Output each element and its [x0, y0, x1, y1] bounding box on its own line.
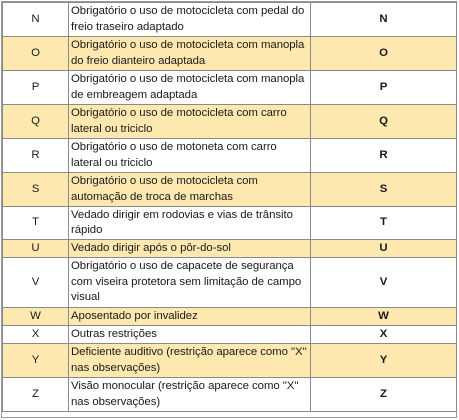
table-row [3, 344, 457, 378]
restriction-code: R [3, 139, 69, 173]
restriction-description: Obrigatório o uso de motocicleta com manopla de embreagem adaptada [69, 71, 311, 105]
table-row [3, 105, 457, 139]
table-row [3, 378, 457, 412]
table-row [3, 71, 457, 105]
restriction-description: Obrigatório o uso de motocicleta com automação de troca de marchas [69, 173, 311, 207]
restriction-abbreviation: Z [311, 378, 457, 412]
restriction-code: U [3, 240, 69, 258]
table-row [3, 308, 457, 326]
table-row [3, 173, 457, 207]
table-row [3, 37, 457, 71]
restriction-code: V [3, 258, 69, 308]
table-row [3, 3, 457, 37]
restriction-abbreviation: O [311, 37, 457, 71]
restriction-code: W [3, 308, 69, 326]
restriction-code: X [3, 326, 69, 344]
restriction-description: Visão monocular (restrição aparece como "X" nas observações) [69, 378, 311, 412]
restriction-abbreviation: P [311, 71, 457, 105]
restriction-abbreviation: S [311, 173, 457, 207]
table-row [3, 207, 457, 240]
restriction-code: Z [3, 378, 69, 412]
restriction-code: Y [3, 344, 69, 378]
restriction-description: Obrigatório o uso de motocicleta com manopla do freio dianteiro adaptada [69, 37, 311, 71]
restriction-abbreviation: V [311, 258, 457, 308]
table-row [3, 139, 457, 173]
restriction-abbreviation: X [311, 326, 457, 344]
table-row [3, 240, 457, 258]
restriction-description: Obrigatório o uso de motocicleta com carro lateral ou triciclo [69, 105, 311, 139]
table-row [3, 326, 457, 344]
restriction-code: Q [3, 105, 69, 139]
restriction-abbreviation: T [311, 207, 457, 240]
restriction-code: N [3, 3, 69, 37]
restriction-abbreviation: Y [311, 344, 457, 378]
restriction-description: Deficiente auditivo (restrição aparece como "X" nas observações) [69, 344, 311, 378]
restriction-abbreviation: N [311, 3, 457, 37]
restriction-description: Vedado dirigir após o pôr-do-sol [69, 240, 311, 258]
restriction-description: Obrigatório o uso de capacete de segurança com viseira protetora sem limitação de campo visual [69, 258, 311, 308]
table-row [3, 258, 457, 308]
restriction-abbreviation: U [311, 240, 457, 258]
restriction-code: S [3, 173, 69, 207]
restriction-code: P [3, 71, 69, 105]
restriction-code: O [3, 37, 69, 71]
restriction-abbreviation: W [311, 308, 457, 326]
restriction-description: Obrigatório o uso de motocicleta com pedal do freio traseiro adaptado [69, 3, 311, 37]
restriction-abbreviation: Q [311, 105, 457, 139]
restrictions-table-frame [1, 1, 457, 418]
restriction-description: Vedado dirigir em rodovias e vias de trânsito rápido [69, 207, 311, 240]
restriction-description: Aposentado por invalidez [69, 308, 311, 326]
restrictions-table [2, 2, 457, 412]
restriction-code: T [3, 207, 69, 240]
restriction-abbreviation: R [311, 139, 457, 173]
restriction-description: Obrigatório o uso de motoneta com carro lateral ou triciclo [69, 139, 311, 173]
restriction-description: Outras restrições [69, 326, 311, 344]
